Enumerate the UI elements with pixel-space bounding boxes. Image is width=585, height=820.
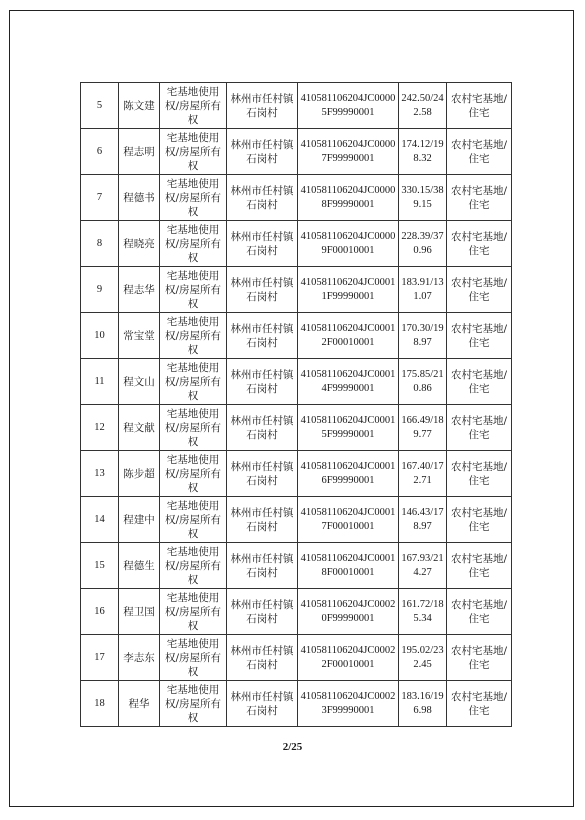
location-cell: 林州市任村镇石岗村 [227,543,298,589]
area-cell: 174.12/198.32 [399,129,447,175]
table-row [81,497,512,543]
usage-cell: 农村宅基地/住宅 [447,83,512,129]
owner-name-cell: 常宝堂 [119,313,160,359]
owner-name-cell: 程文献 [119,405,160,451]
registry-table [80,82,512,727]
usage-cell: 农村宅基地/住宅 [447,589,512,635]
location-cell: 林州市任村镇石岗村 [227,405,298,451]
right-type-cell: 宅基地使用权/房屋所有权 [160,221,227,267]
area-cell: 183.91/131.07 [399,267,447,313]
row-number-cell: 7 [81,175,119,221]
row-number-cell: 16 [81,589,119,635]
row-number-cell: 17 [81,635,119,681]
area-cell: 146.43/178.97 [399,497,447,543]
right-type-cell: 宅基地使用权/房屋所有权 [160,543,227,589]
unit-code-cell: 410581106204JC00009F00010001 [298,221,399,267]
row-number-cell: 15 [81,543,119,589]
right-type-cell: 宅基地使用权/房屋所有权 [160,451,227,497]
usage-cell: 农村宅基地/住宅 [447,405,512,451]
owner-name-cell: 程晓亮 [119,221,160,267]
row-number-cell: 10 [81,313,119,359]
owner-name-cell: 程华 [119,681,160,727]
row-number-cell: 18 [81,681,119,727]
table-row [81,589,512,635]
usage-cell: 农村宅基地/住宅 [447,451,512,497]
location-cell: 林州市任村镇石岗村 [227,175,298,221]
owner-name-cell: 陈文建 [119,83,160,129]
unit-code-cell: 410581106204JC00007F99990001 [298,129,399,175]
usage-cell: 农村宅基地/住宅 [447,497,512,543]
usage-cell: 农村宅基地/住宅 [447,129,512,175]
area-cell: 170.30/198.97 [399,313,447,359]
unit-code-cell: 410581106204JC00023F99990001 [298,681,399,727]
table-row [81,543,512,589]
owner-name-cell: 程德生 [119,543,160,589]
usage-cell: 农村宅基地/住宅 [447,221,512,267]
table-row [81,681,512,727]
unit-code-cell: 410581106204JC00008F99990001 [298,175,399,221]
location-cell: 林州市任村镇石岗村 [227,635,298,681]
table-row [81,451,512,497]
area-cell: 166.49/189.77 [399,405,447,451]
right-type-cell: 宅基地使用权/房屋所有权 [160,313,227,359]
unit-code-cell: 410581106204JC00014F99990001 [298,359,399,405]
right-type-cell: 宅基地使用权/房屋所有权 [160,635,227,681]
right-type-cell: 宅基地使用权/房屋所有权 [160,175,227,221]
row-number-cell: 5 [81,83,119,129]
row-number-cell: 13 [81,451,119,497]
usage-cell: 农村宅基地/住宅 [447,267,512,313]
location-cell: 林州市任村镇石岗村 [227,497,298,543]
row-number-cell: 11 [81,359,119,405]
right-type-cell: 宅基地使用权/房屋所有权 [160,405,227,451]
usage-cell: 农村宅基地/住宅 [447,359,512,405]
table-row [81,175,512,221]
area-cell: 161.72/185.34 [399,589,447,635]
row-number-cell: 9 [81,267,119,313]
location-cell: 林州市任村镇石岗村 [227,129,298,175]
location-cell: 林州市任村镇石岗村 [227,359,298,405]
right-type-cell: 宅基地使用权/房屋所有权 [160,267,227,313]
location-cell: 林州市任村镇石岗村 [227,313,298,359]
location-cell: 林州市任村镇石岗村 [227,681,298,727]
owner-name-cell: 程志华 [119,267,160,313]
area-cell: 167.93/214.27 [399,543,447,589]
area-cell: 228.39/370.96 [399,221,447,267]
unit-code-cell: 410581106204JC00022F00010001 [298,635,399,681]
table-row [81,83,512,129]
usage-cell: 农村宅基地/住宅 [447,313,512,359]
location-cell: 林州市任村镇石岗村 [227,451,298,497]
unit-code-cell: 410581106204JC00015F99990001 [298,405,399,451]
table-row [81,267,512,313]
area-cell: 183.16/196.98 [399,681,447,727]
unit-code-cell: 410581106204JC00016F99990001 [298,451,399,497]
usage-cell: 农村宅基地/住宅 [447,681,512,727]
table-row [81,221,512,267]
right-type-cell: 宅基地使用权/房屋所有权 [160,589,227,635]
right-type-cell: 宅基地使用权/房屋所有权 [160,83,227,129]
owner-name-cell: 程德书 [119,175,160,221]
unit-code-cell: 410581106204JC00018F00010001 [298,543,399,589]
table-row [81,129,512,175]
registry-table-body [81,83,512,727]
unit-code-cell: 410581106204JC00012F00010001 [298,313,399,359]
area-cell: 242.50/242.58 [399,83,447,129]
unit-code-cell: 410581106204JC00020F99990001 [298,589,399,635]
location-cell: 林州市任村镇石岗村 [227,221,298,267]
right-type-cell: 宅基地使用权/房屋所有权 [160,359,227,405]
right-type-cell: 宅基地使用权/房屋所有权 [160,681,227,727]
location-cell: 林州市任村镇石岗村 [227,589,298,635]
table-row [81,359,512,405]
area-cell: 195.02/232.45 [399,635,447,681]
owner-name-cell: 程文山 [119,359,160,405]
table-row [81,635,512,681]
page-number: 2/25 [282,741,303,753]
row-number-cell: 14 [81,497,119,543]
usage-cell: 农村宅基地/住宅 [447,175,512,221]
table-row [81,405,512,451]
owner-name-cell: 陈步超 [119,451,160,497]
location-cell: 林州市任村镇石岗村 [227,267,298,313]
right-type-cell: 宅基地使用权/房屋所有权 [160,129,227,175]
usage-cell: 农村宅基地/住宅 [447,635,512,681]
right-type-cell: 宅基地使用权/房屋所有权 [160,497,227,543]
unit-code-cell: 410581106204JC00011F99990001 [298,267,399,313]
unit-code-cell: 410581106204JC00017F00010001 [298,497,399,543]
row-number-cell: 6 [81,129,119,175]
area-cell: 175.85/210.86 [399,359,447,405]
owner-name-cell: 李志东 [119,635,160,681]
area-cell: 167.40/172.71 [399,451,447,497]
table-row [81,313,512,359]
location-cell: 林州市任村镇石岗村 [227,83,298,129]
area-cell: 330.15/389.15 [399,175,447,221]
usage-cell: 农村宅基地/住宅 [447,543,512,589]
row-number-cell: 12 [81,405,119,451]
unit-code-cell: 410581106204JC00005F99990001 [298,83,399,129]
owner-name-cell: 程建中 [119,497,160,543]
row-number-cell: 8 [81,221,119,267]
owner-name-cell: 程卫国 [119,589,160,635]
owner-name-cell: 程志明 [119,129,160,175]
